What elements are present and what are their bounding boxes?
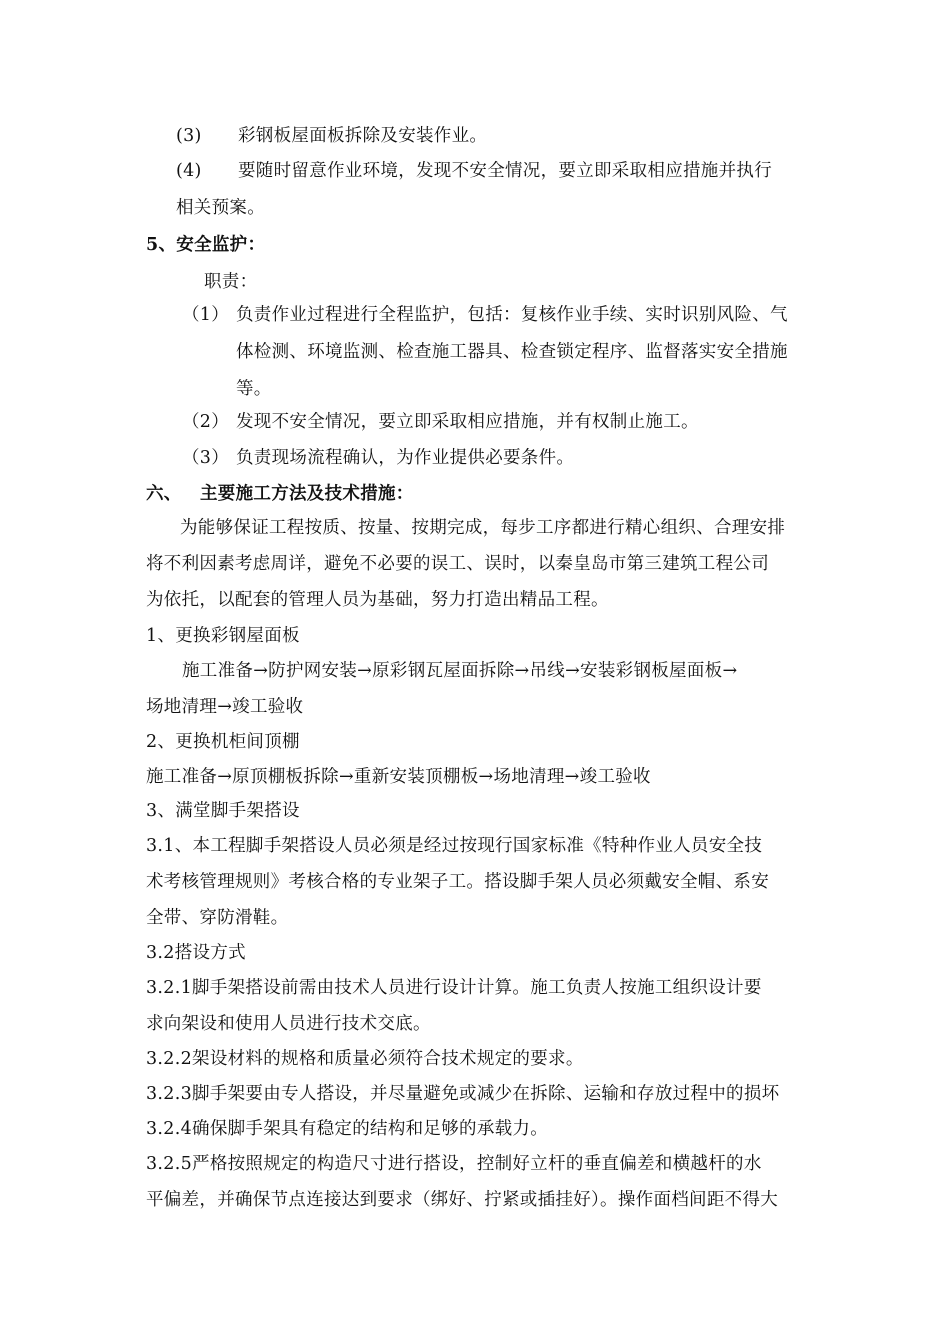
list-item-3 xyxy=(176,125,487,147)
list-text: 负责现场流程确认，为作业提供必要条件。 xyxy=(236,448,575,468)
duty-item-1-cont: 体检测、环境监测、检查施工器具、检查锁定程序、监督落实安全措施 xyxy=(236,342,788,362)
paragraph-line: 平偏差，并确保节点连接达到要求（绑好、拧紧或插挂好）。操作面档间距不得大 xyxy=(146,1190,779,1210)
flow-line: 施工准备→原顶棚板拆除→重新安装顶棚板→场地清理→竣工验收 xyxy=(146,767,651,787)
list-text: 要随时留意作业环境，发现不安全情况，要立即采取相应措施并执行 xyxy=(238,161,772,181)
flow-line: 施工准备→防护网安装→原彩钢瓦屋面拆除→吊线→安装彩钢板屋面板→ xyxy=(182,661,738,681)
flow-line: 场地清理→竣工验收 xyxy=(146,697,304,717)
paragraph-line: 为能够保证工程按质、按量、按期完成，每步工序都进行精心组织、合理安排 xyxy=(180,518,786,538)
paragraph-line: 3.2.4确保脚手架具有稳定的结构和足够的承载力。 xyxy=(146,1119,549,1139)
list-number: （3） xyxy=(182,448,230,468)
list-item-4 xyxy=(176,160,772,182)
paragraph-line: 为依托，以配套的管理人员为基础，努力打造出精品工程。 xyxy=(146,590,609,610)
paragraph-line: 将不利因素考虑周详，避免不必要的误工、误时，以秦皇岛市第三建筑工程公司 xyxy=(146,554,769,574)
list-number: (3) xyxy=(176,126,202,146)
list-text: 彩钢板屋面板拆除及安装作业。 xyxy=(238,126,488,146)
subsection-title-2: 2、更换机柜间顶棚 xyxy=(146,732,300,752)
paragraph-line: 3.2.2架设材料的规格和质量必须符合技术规定的要求。 xyxy=(146,1049,584,1069)
duty-item-1 xyxy=(182,304,788,326)
paragraph-line: 3.1、本工程脚手架搭设人员必须是经过按现行国家标准《特种作业人员安全技 xyxy=(146,836,763,856)
section-heading-6 xyxy=(146,483,414,505)
list-text: 发现不安全情况，要立即采取相应措施，并有权制止施工。 xyxy=(236,412,699,432)
duty-item-1-cont: 等。 xyxy=(236,379,272,399)
section-title: 主要施工方法及技术措施： xyxy=(200,484,414,504)
duty-item-3 xyxy=(182,447,574,469)
subsection-title-1: 1、更换彩钢屋面板 xyxy=(146,626,300,646)
section-heading-5: 5、安全监护： xyxy=(146,235,266,255)
subsection-title-3: 3、满堂脚手架搭设 xyxy=(146,801,300,821)
section-number: 六、 xyxy=(146,484,182,504)
paragraph-line: 3.2.1脚手架搭设前需由技术人员进行设计计算。施工负责人按施工组织设计要 xyxy=(146,978,762,998)
subsection-title-3-2: 3.2搭设方式 xyxy=(146,943,246,963)
list-item-4-cont: 相关预案。 xyxy=(176,198,265,218)
list-number: (4) xyxy=(176,161,202,181)
paragraph-line: 术考核管理规则》考核合格的专业架子工。搭设脚手架人员必须戴安全帽、系安 xyxy=(146,872,769,892)
paragraph-line: 3.2.5严格按照规定的构造尺寸进行搭设，控制好立杆的垂直偏差和横越杆的水 xyxy=(146,1154,762,1174)
list-number: （2） xyxy=(182,412,230,432)
paragraph-line: 3.2.3脚手架要由专人搭设，并尽量避免或减少在拆除、运输和存放过程中的损坏 xyxy=(146,1084,780,1104)
paragraph-line: 全带、穿防滑鞋。 xyxy=(146,908,289,928)
list-text: 负责作业过程进行全程监护，包括：复核作业手续、实时识别风险、气 xyxy=(236,305,788,325)
duty-item-2 xyxy=(182,411,699,433)
list-number: （1） xyxy=(182,305,230,325)
paragraph-line: 求向架设和使用人员进行技术交底。 xyxy=(146,1014,431,1034)
duty-label: 职责： xyxy=(204,272,258,292)
